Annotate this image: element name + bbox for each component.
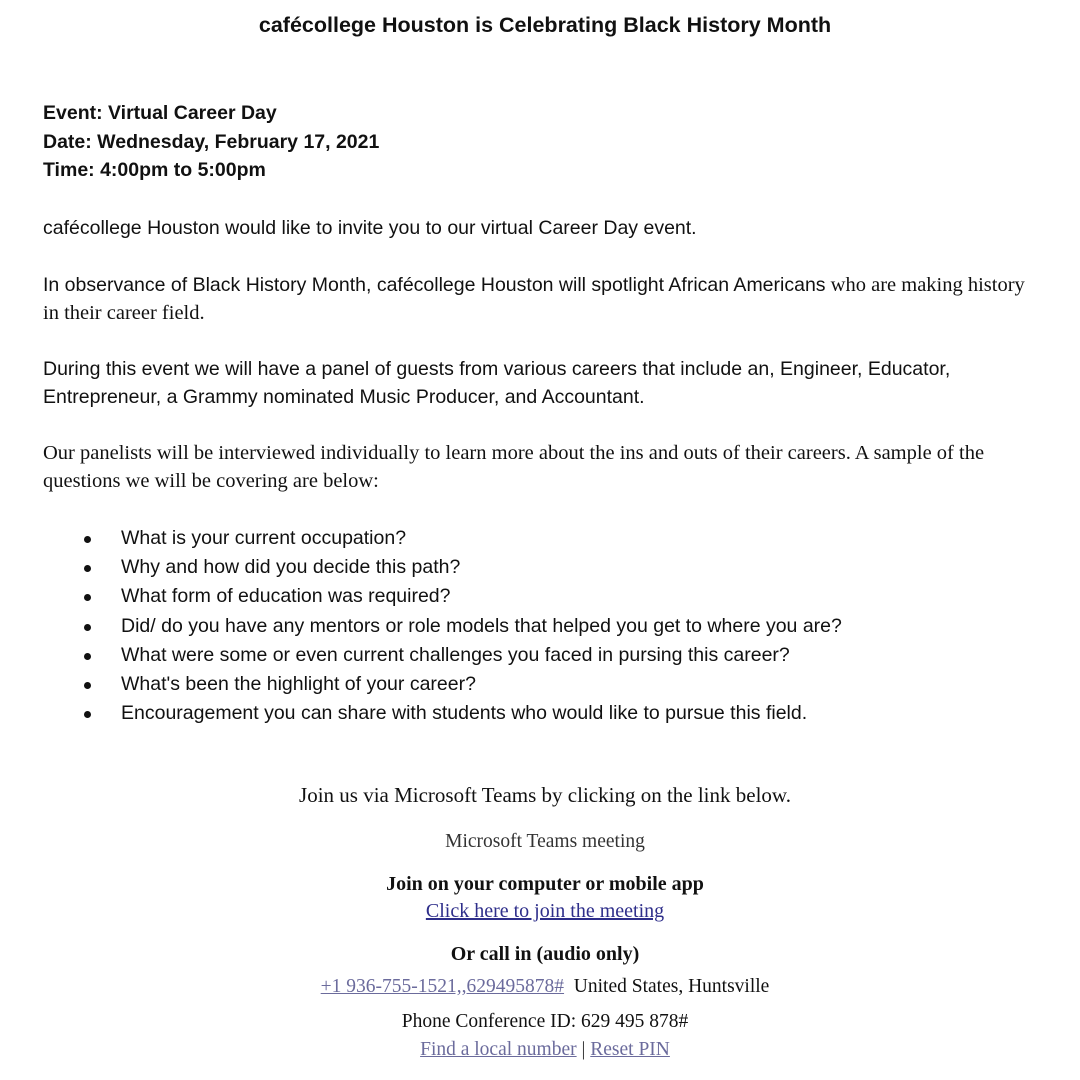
join-link-row xyxy=(0,897,1080,925)
bullet-icon xyxy=(84,682,91,689)
call-in-label: Or call in (audio only) xyxy=(450,943,640,965)
reset-pin-link[interactable]: Reset PIN xyxy=(590,1039,670,1060)
bullet-icon xyxy=(84,536,91,543)
list-item: What form of education was required? xyxy=(0,582,842,611)
event-date: Date: Wednesday, February 17, 2021 xyxy=(43,130,380,153)
phone-row xyxy=(0,973,1080,1001)
bullet-icon xyxy=(84,653,91,660)
teams-meeting-label: Microsoft Teams meeting xyxy=(445,831,645,852)
bullet-icon xyxy=(84,711,91,718)
join-app-label: Join on your computer or mobile app xyxy=(386,873,704,895)
link-separator: | xyxy=(581,1039,586,1060)
event-details xyxy=(43,99,379,185)
observance-text-part1: In observance of Black History Month, cafécollege Houston will spotlight African Americans xyxy=(43,274,826,296)
questions-list xyxy=(0,524,842,728)
document-title: cafécollege Houston is Celebrating Black History Month xyxy=(258,13,832,37)
phone-number-link[interactable]: +1 936-755-1521,,629495878# xyxy=(320,976,565,997)
invite-paragraph: cafécollege Houston would like to invite you to our virtual Career Day event. xyxy=(43,217,697,239)
list-item: What's been the highlight of your career? xyxy=(0,670,842,699)
event-name: Event: Virtual Career Day xyxy=(43,102,277,124)
phone-location: United States, Huntsville xyxy=(573,976,770,997)
bullet-icon xyxy=(84,624,91,631)
bullet-icon xyxy=(84,594,91,601)
list-item: Encouragement you can share with students who would like to pursue this field. xyxy=(0,699,842,728)
local-number-row xyxy=(0,1036,1080,1064)
find-local-number-link[interactable]: Find a local number xyxy=(420,1039,577,1060)
join-teams-text: Join us via Microsoft Teams by clicking on the link below. xyxy=(299,783,791,807)
observance-paragraph xyxy=(43,271,1033,327)
list-item: Did/ do you have any mentors or role models that helped you get to where you are? xyxy=(0,612,842,641)
bullet-icon xyxy=(84,565,91,572)
observance-text-part2: who are making history in their career field. xyxy=(43,274,1025,324)
list-item: Why and how did you decide this path? xyxy=(0,553,842,582)
panel-paragraph: During this event we will have a panel of guests from various careers that include an, Engineer, Educator, Entrepreneur, a Grammy nominated Music Producer, and Accountant. xyxy=(43,358,951,408)
interview-paragraph: Our panelists will be interviewed individually to learn more about the ins and outs of their careers. A sample of the questions we will be covering are below: xyxy=(43,442,985,492)
list-item: What is your current occupation? xyxy=(0,524,842,553)
join-meeting-link[interactable]: Click here to join the meeting xyxy=(425,900,665,922)
conference-id: Phone Conference ID: 629 495 878# xyxy=(401,1011,689,1032)
list-item: What were some or even current challenges you faced in pursing this career? xyxy=(0,641,842,670)
event-time: Time: 4:00pm to 5:00pm xyxy=(43,159,266,181)
